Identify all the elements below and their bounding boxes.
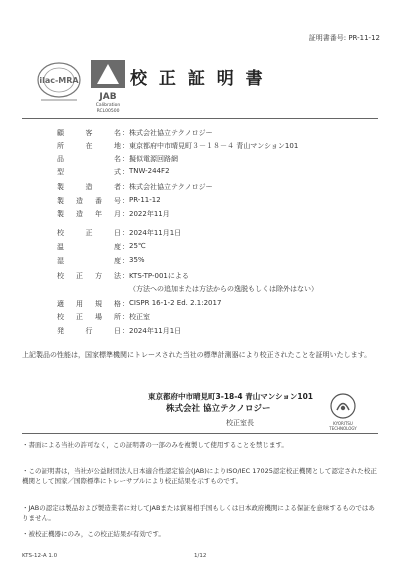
kyoritsu-caption [324, 421, 362, 431]
ilac-mra-logo [35, 60, 83, 104]
field-row [0, 326, 400, 338]
field-row [0, 209, 400, 221]
field-value: 東京都府中市晴見町３－１８－４ 青山マンション101 [129, 142, 299, 150]
certification-statement: 上記製品の性能は，国家標準機関にトレースされた当社の標準計測器により校正されたことを証明いたします。 [22, 351, 372, 359]
field-row [0, 284, 400, 296]
field-row [0, 154, 400, 166]
field-label: 製 造 者 [57, 183, 121, 191]
field-value: KTS-TP-001による [129, 272, 189, 280]
field-value: 株式会社協立テクノロジー [129, 129, 213, 137]
field-label: 発 行 日 [57, 327, 121, 335]
field-value: 株式会社協立テクノロジー [129, 183, 213, 191]
field-value: 35% [129, 256, 145, 264]
field-row [0, 299, 400, 311]
note-item: ・書面による当社の許可なく，この証明書の一部のみを複製して使用することを禁じます。 [22, 441, 288, 449]
jab-text: JAB [99, 92, 117, 102]
kyoritsu-caption-tech: TECHNOLOGY [329, 426, 357, 431]
note-item: ・JABの認定は製品および製造業者に対してJABまたは貿易相手国もしくは日本政府機関による保証を意味するものではありません。 [22, 504, 375, 522]
issuer-role: 校正室長 [226, 419, 254, 427]
field-colon: ： [122, 272, 129, 280]
jab-caption-code: RCL00500 [96, 109, 120, 114]
kyoritsu-logo [330, 393, 356, 419]
field-colon: ： [122, 155, 129, 163]
field-value: 2022年11月 [129, 210, 170, 218]
page-number: 1/12 [194, 553, 207, 559]
field-value: （方法への追加または方法からの逸脱もしくは除外はない） [129, 285, 318, 293]
jab-logo [89, 58, 127, 108]
certificate-number: 証明書番号: PR-11-12 [308, 34, 380, 42]
document-title: 校 正 証 明 書 [130, 69, 266, 89]
field-colon: ： [122, 300, 129, 308]
field-row [0, 182, 400, 194]
issuer-company: 株式会社 協立テクノロジー [166, 404, 271, 414]
field-colon: ： [122, 142, 129, 150]
field-colon: ： [122, 197, 129, 205]
field-label: 所 在 地 [57, 142, 121, 150]
document-code: KTS-12-A 1.0 [22, 553, 58, 559]
field-value: PR-11-12 [129, 196, 161, 204]
jab-caption-calibration: Calibration [95, 103, 121, 108]
field-value: 25℃ [129, 242, 146, 250]
field-label: 製 造 番 号 [57, 197, 121, 205]
field-row [0, 271, 400, 283]
field-label: 校 正 場 所 [57, 313, 121, 321]
note-item: ・この証明書は，当社が公益財団法人日本適合性認定協会(JAB)によりISO/IEC 17025認定校正機関として認定された校正機関として国家／国際標準にトレーサブルにより校正結果を示すものです。 [22, 467, 377, 485]
kyoritsu-caption-name: KYORITSU [333, 421, 353, 426]
field-colon: ： [122, 257, 129, 265]
field-row [0, 312, 400, 324]
field-row [0, 141, 400, 153]
field-label: 校 正 日 [57, 229, 121, 237]
field-colon: ： [122, 229, 129, 237]
field-row [0, 256, 400, 268]
top-divider [22, 118, 378, 119]
field-colon: ： [122, 313, 129, 321]
note-item: ・被校正機器にのみ，この校正結果が有効です。 [22, 530, 165, 538]
field-label: 製 造 年 月 [57, 210, 121, 218]
field-label: 校 正 方 法 [57, 272, 121, 280]
field-value: TNW-244F2 [129, 167, 170, 175]
field-label: 温 度 [57, 243, 121, 251]
field-row [0, 128, 400, 140]
field-row [0, 242, 400, 254]
field-colon: ： [122, 243, 129, 251]
notes-divider [22, 433, 378, 434]
field-value: 2024年11月1日 [129, 229, 182, 237]
field-label: 品 名 [57, 155, 121, 163]
field-row [0, 196, 400, 208]
field-colon: ： [122, 210, 129, 218]
field-colon: ： [122, 168, 129, 176]
field-colon: ： [122, 129, 129, 137]
field-colon: ： [122, 327, 129, 335]
field-row [0, 228, 400, 240]
field-colon: ： [122, 183, 129, 191]
field-row [0, 167, 400, 179]
field-value: 2024年11月1日 [129, 327, 182, 335]
field-label: 湿 度 [57, 257, 121, 265]
ilac-text: ilac-MRA [39, 76, 79, 85]
field-value: 校正室 [129, 313, 150, 321]
field-value: CISPR 16-1-2 Ed. 2.1:2017 [129, 299, 222, 307]
field-label: 適 用 規 格 [57, 300, 121, 308]
field-label: 顧 客 名 [57, 129, 121, 137]
field-value: 擬似電源回路網 [129, 155, 178, 163]
field-label: 型 式 [57, 168, 121, 176]
issuer-address: 東京都府中市晴見町3-18-4 青山マンション101 [148, 392, 314, 401]
